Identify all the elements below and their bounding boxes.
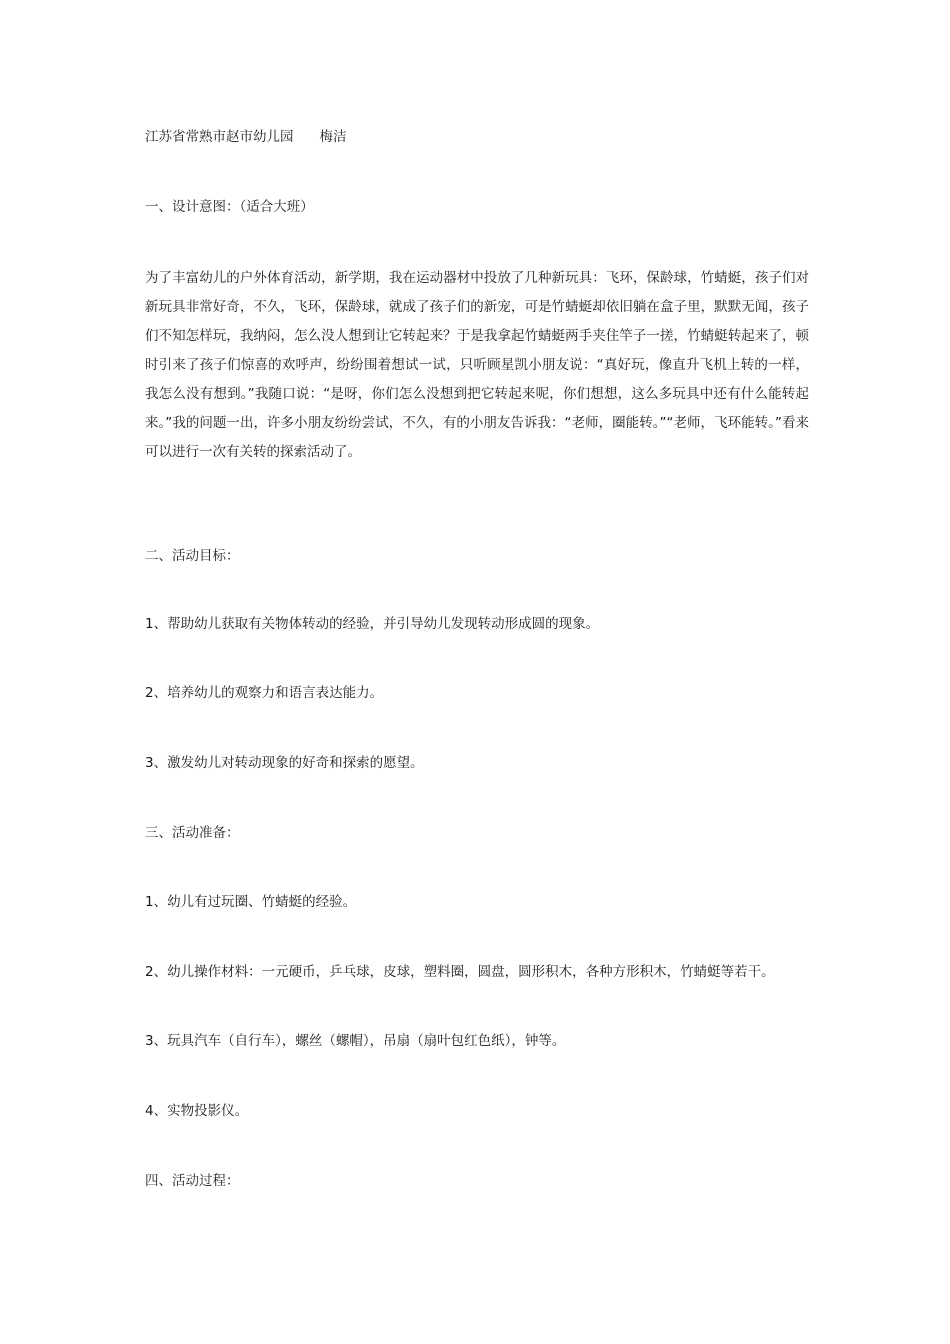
section-heading-preparation: 三、活动准备： — [145, 825, 240, 841]
goal-item: 2、培养幼儿的观察力和语言表达能力。 — [145, 685, 384, 701]
preparation-item: 4、实物投影仪。 — [145, 1103, 249, 1119]
goal-item: 1、帮助幼儿获取有关物体转动的经验，并引导幼儿发现转动形成圆的现象。 — [145, 616, 600, 632]
organization-name: 江苏省常熟市赵市幼儿园 — [145, 129, 294, 145]
preparation-item: 3、玩具汽车（自行车），螺丝（螺帽），吊扇（扇叶包红色纸），钟等。 — [145, 1033, 566, 1049]
section-heading-design-intent: 一、设计意图：（适合大班） — [145, 199, 314, 215]
section-heading-goals: 二、活动目标： — [145, 548, 240, 564]
section-heading-process: 四、活动过程： — [145, 1173, 240, 1189]
preparation-item: 1、幼儿有过玩圈、竹蜻蜓的经验。 — [145, 894, 357, 910]
preparation-item: 2、幼儿操作材料：一元硬币，乒乓球，皮球，塑料圈，圆盘，圆形积木，各种方形积木，竹蜻蜓等若干。 — [145, 964, 775, 980]
author-name: 梅洁 — [319, 129, 347, 145]
goal-item: 3、激发幼儿对转动现象的好奇和探索的愿望。 — [145, 755, 424, 771]
design-intent-paragraph: 为了丰富幼儿的户外体育活动，新学期，我在运动器材中投放了几种新玩具：飞环，保龄球，竹蜻蜓，孩子们对新玩具非常好奇，不久，飞环，保龄球，就成了孩子们的新宠，可是竹蜻蜓却依旧躺在盒子里，默默无闻，孩子们不知怎样玩，我纳闷，怎么没人想到让它转起来？于是我拿起竹蜻蜓两手夹住竿子一搓，竹蜻蜓转起来了，顿时引来了孩子们惊喜的欢呼声，纷纷围着想试一试，只听顾星凯小朋友说：“真好玩，像直升飞机上转的一样，我怎么没有想到。”我随口说：“是呀，你们怎么没想到把它转起来呢，你们想想，这么多玩具中还有什么能转起来。”我的问题一出，许多小朋友纷纷尝试，不久，有的小朋友告诉我：“老师，圈能转。”“老师，飞环能转。”看来可以进行一次有关转的探索活动了。 — [145, 270, 809, 460]
author-line — [145, 127, 809, 147]
